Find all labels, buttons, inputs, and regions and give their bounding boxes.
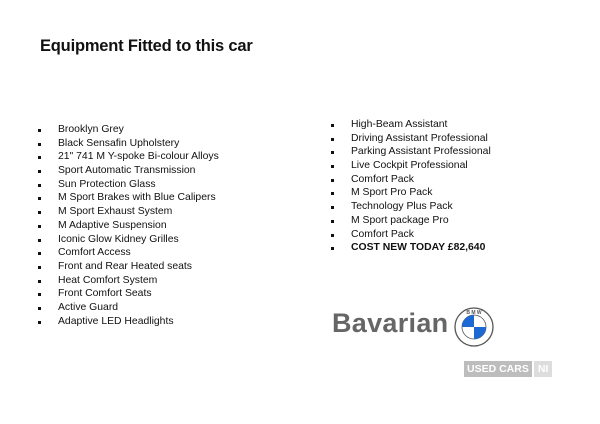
equipment-item: Front Comfort Seats bbox=[38, 287, 219, 301]
dealer-name: Bavarian bbox=[332, 308, 449, 338]
equipment-item: M Sport package Pro bbox=[331, 214, 491, 228]
equipment-item: Comfort Pack bbox=[331, 173, 491, 187]
equipment-list-right bbox=[331, 118, 491, 255]
equipment-item: Comfort Pack bbox=[331, 228, 491, 242]
equipment-item: High-Beam Assistant bbox=[331, 118, 491, 132]
bmw-logo-icon bbox=[454, 307, 494, 347]
equipment-item: Live Cockpit Professional bbox=[331, 159, 491, 173]
equipment-item: Technology Plus Pack bbox=[331, 200, 491, 214]
equipment-item: M Adaptive Suspension bbox=[38, 219, 219, 233]
equipment-item: Comfort Access bbox=[38, 246, 219, 260]
equipment-item: Front and Rear Heated seats bbox=[38, 260, 219, 274]
page-title: Equipment Fitted to this car bbox=[40, 37, 253, 55]
equipment-item: Iconic Glow Kidney Grilles bbox=[38, 233, 219, 247]
equipment-item: Adaptive LED Headlights bbox=[38, 315, 219, 329]
equipment-item: Black Sensafin Upholstery bbox=[38, 137, 219, 151]
logo-text: B M W bbox=[466, 310, 482, 316]
equipment-item: Heat Comfort System bbox=[38, 274, 219, 288]
used-cars-badge: USED CARS NI bbox=[464, 361, 552, 377]
equipment-item: Parking Assistant Professional bbox=[331, 145, 491, 159]
price-item: COST NEW TODAY £82,640 bbox=[331, 241, 491, 255]
equipment-item: Brooklyn Grey bbox=[38, 123, 219, 137]
equipment-item: Driving Assistant Professional bbox=[331, 132, 491, 146]
equipment-item: M Sport Pro Pack bbox=[331, 186, 491, 200]
equipment-item: M Sport Exhaust System bbox=[38, 205, 219, 219]
equipment-item: Sun Protection Glass bbox=[38, 178, 219, 192]
equipment-list-left bbox=[38, 123, 219, 328]
equipment-item: Active Guard bbox=[38, 301, 219, 315]
equipment-item: M Sport Brakes with Blue Calipers bbox=[38, 191, 219, 205]
equipment-item: 21" 741 M Y-spoke Bi-colour Alloys bbox=[38, 150, 219, 164]
equipment-item: Sport Automatic Transmission bbox=[38, 164, 219, 178]
